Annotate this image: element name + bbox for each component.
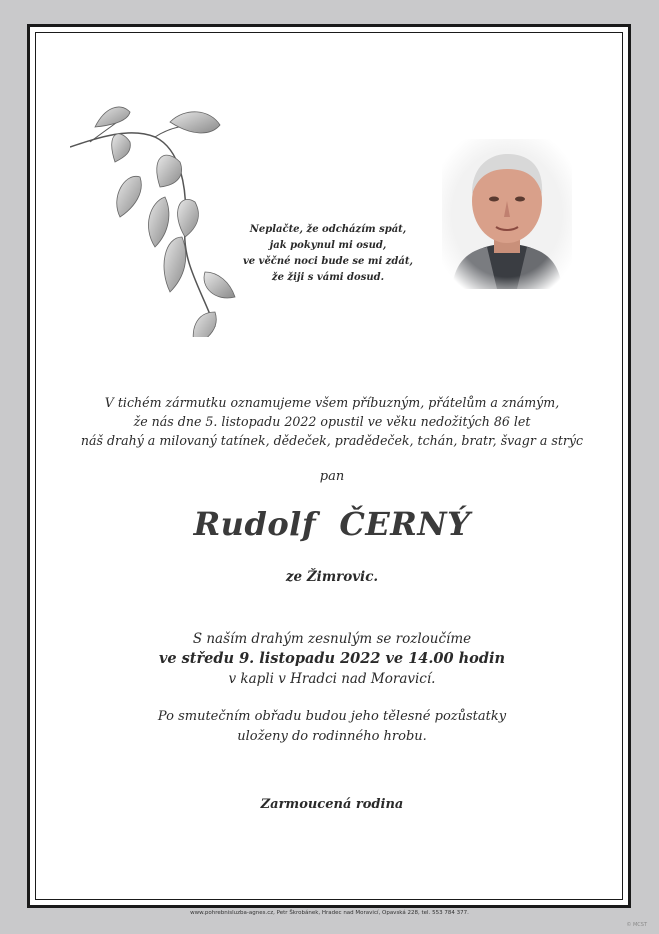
farewell-place: v kapli v Hradci nad Moravicí. xyxy=(228,671,436,687)
burial-line: Po smutečním obřadu budou jeho tělesné pozůstatky xyxy=(157,709,507,724)
parte-sheet xyxy=(27,24,631,908)
poem-line: že žiji s vámi dosud. xyxy=(271,272,385,283)
farewell-info xyxy=(30,629,634,689)
burial-info xyxy=(30,707,634,747)
announcement-line: náš drahý a milovaný tatínek, dědeček, pradědeček, tchán, bratr, švagr a strýc xyxy=(80,433,584,448)
corner-mark: © MCST xyxy=(626,922,647,928)
footer-contact: www.pohrebnisluzba-agnes.cz, Petr Škrobánek, Hradec nad Moravicí, Opavská 228, tel. 553 784 377. xyxy=(190,910,469,916)
birch-branch-icon xyxy=(70,87,240,337)
farewell-date: ve středu 9. listopadu 2022 ve 14.00 hodin xyxy=(158,650,506,667)
origin: ze Žimrovic. xyxy=(285,569,379,585)
announcement-line: že nás dne 5. listopadu 2022 opustil ve věku nedožitých 86 let xyxy=(133,414,531,429)
poem-line: ve věčné noci bude se mi zdát, xyxy=(242,256,414,267)
deceased-name xyxy=(30,505,634,543)
announcement-line: V tichém zármutku oznamujeme všem příbuzným, přátelům a známým, xyxy=(104,395,560,410)
poem-line: Neplačte, že odcházím spát, xyxy=(249,224,407,235)
salutation: pan xyxy=(319,469,345,484)
burial-line: uloženy do rodinného hrobu. xyxy=(237,729,427,744)
deceased-name-text: Rudolf ČERNÝ xyxy=(193,505,471,543)
portrait-photo xyxy=(442,139,572,289)
poem xyxy=(228,222,428,286)
poem-line: jak pokynul mi osud, xyxy=(269,240,387,251)
announcement xyxy=(30,393,634,450)
farewell-line: S naším drahým zesnulým se rozloučíme xyxy=(192,631,472,647)
signature: Zarmoucená rodina xyxy=(260,797,404,812)
